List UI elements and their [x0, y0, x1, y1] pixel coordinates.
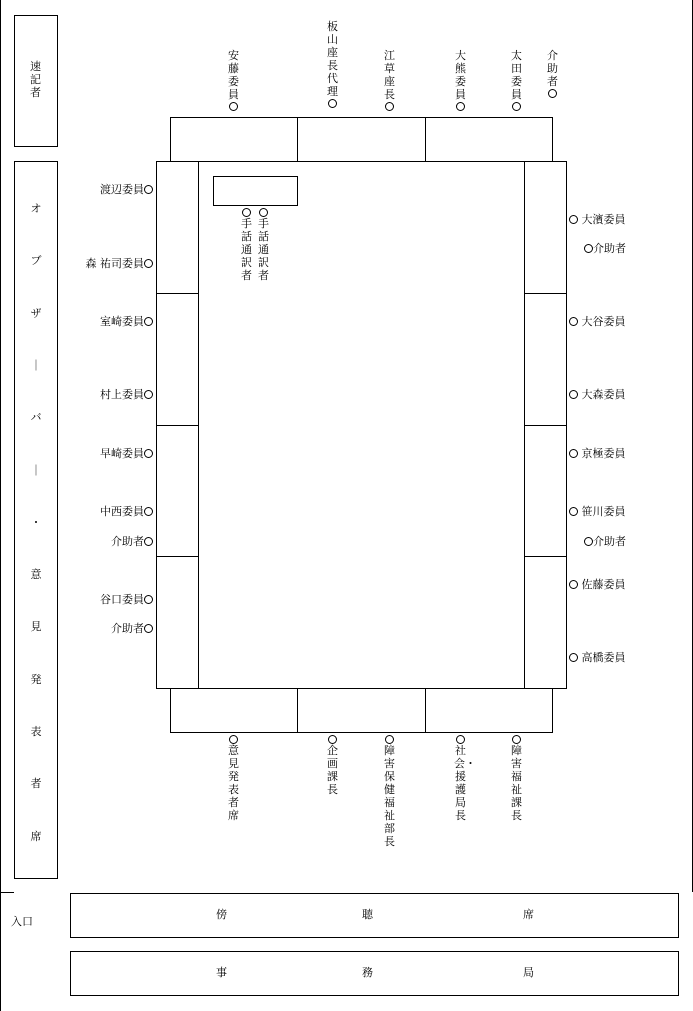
observer-char: ブ — [30, 254, 42, 268]
seat-circle-icon — [456, 735, 465, 744]
stenographer-label: 速記者 — [30, 60, 41, 99]
bottom-seat-opinion: 意見発表者席 — [227, 734, 240, 822]
seat-circle-icon — [328, 99, 337, 108]
seat-circle-icon — [242, 208, 251, 217]
seat-circle-icon — [569, 390, 578, 399]
right-seat-oohama: 大濱委員 — [569, 213, 626, 227]
seat-circle-icon — [512, 102, 521, 111]
bottom-seat-kikaku: 企画課長 — [326, 734, 339, 796]
observer-box — [14, 161, 58, 879]
seat-circle-icon — [144, 624, 153, 633]
observer-char: オ — [30, 202, 42, 215]
right-seat-kaijo-2: 介助者 — [584, 535, 626, 549]
top-seat-ookuma: 大熊委員 — [454, 49, 467, 111]
observer-char: ザ — [30, 306, 42, 320]
seat-circle-icon — [584, 244, 593, 253]
observer-char: 者 — [30, 777, 42, 791]
observer-char: 席 — [30, 829, 42, 843]
seat-circle-icon — [229, 735, 238, 744]
gallery-box — [70, 893, 679, 938]
right-seat-kyogoku: 京極委員 — [569, 447, 626, 461]
seat-circle-icon — [229, 102, 238, 111]
observer-char: 意 — [30, 568, 42, 582]
gallery-char-3: 席 — [523, 908, 534, 921]
observer-char: バ — [30, 411, 42, 425]
left-seat-hayasaki: 早崎委員 — [100, 447, 153, 461]
gallery-char-1: 傍 — [216, 908, 227, 921]
observer-char: 見 — [30, 620, 42, 634]
seat-circle-icon — [144, 317, 153, 326]
observer-char: 発 — [30, 672, 42, 686]
gallery-char-2: 聴 — [362, 908, 373, 921]
seat-circle-icon — [569, 507, 578, 516]
seat-circle-icon — [144, 259, 153, 268]
bottom-seat-shogai-fukushi: 障害福祉課長 — [510, 734, 523, 822]
left-seat-murakami: 村上委員 — [100, 388, 153, 402]
left-seat-kaijo-2: 介助者 — [111, 622, 153, 636]
bottom-seat-shakai-engo: 社会・援護局長 — [454, 734, 467, 822]
seat-circle-icon — [144, 390, 153, 399]
observer-char: 表 — [30, 725, 42, 738]
top-seat-oota: 太田委員 — [510, 49, 523, 111]
seat-circle-icon — [569, 580, 578, 589]
seat-circle-icon — [144, 185, 153, 194]
left-seat-nakanishi: 中西委員 — [100, 505, 153, 519]
seat-circle-icon — [456, 102, 465, 111]
seat-circle-icon — [569, 653, 578, 662]
interpreter-seat-1: 手話通訳者 — [240, 207, 253, 282]
right-seat-kaijo-1: 介助者 — [584, 242, 626, 256]
seat-circle-icon — [144, 595, 153, 604]
bottom-desks — [170, 688, 553, 733]
left-seat-murosaki: 室崎委員 — [100, 315, 153, 329]
seat-circle-icon — [569, 215, 578, 224]
left-seat-mori: 森 祐司委員 — [86, 257, 154, 271]
observer-label — [15, 162, 57, 878]
seat-circle-icon — [569, 449, 578, 458]
interpreter-seat-2: 手話通訳者 — [257, 207, 270, 282]
right-seat-ootani: 大谷委員 — [569, 315, 626, 329]
seat-circle-icon — [328, 735, 337, 744]
outer-left-border — [0, 0, 1, 1011]
seat-circle-icon — [259, 208, 268, 217]
top-desks — [170, 117, 553, 162]
seat-circle-icon — [548, 89, 557, 98]
top-seat-egusa: 江草座長 — [383, 49, 396, 111]
seat-circle-icon — [512, 735, 521, 744]
right-seat-takahashi: 高橋委員 — [569, 651, 626, 665]
seat-circle-icon — [144, 449, 153, 458]
secretariat-char-3: 局 — [523, 966, 534, 979]
secretariat-char-1: 事 — [216, 966, 227, 979]
observer-char: ・ — [30, 515, 42, 529]
observer-char: ｜ — [30, 463, 42, 477]
top-seat-ando: 安藤委員 — [227, 49, 240, 111]
stenographer-box — [14, 15, 58, 147]
right-seat-oomori: 大森委員 — [569, 388, 626, 402]
secretariat-box — [70, 951, 679, 996]
seat-circle-icon — [385, 102, 394, 111]
interpreter-desk — [213, 176, 298, 206]
right-seat-sato: 佐藤委員 — [569, 578, 626, 592]
observer-char: ｜ — [30, 358, 42, 372]
right-seat-sasagawa: 笹川委員 — [569, 505, 626, 519]
seat-circle-icon — [569, 317, 578, 326]
left-seat-watanabe: 渡辺委員 — [100, 183, 153, 197]
bottom-seat-shogai-hoken: 障害保健福祉部長 — [383, 734, 396, 848]
seat-circle-icon — [584, 537, 593, 546]
top-seat-itayama: 板山座長代理 — [326, 20, 339, 108]
seat-circle-icon — [144, 537, 153, 546]
seat-circle-icon — [385, 735, 394, 744]
left-seat-kaijo-1: 介助者 — [111, 535, 153, 549]
secretariat-char-2: 務 — [362, 966, 373, 979]
left-seat-taniguchi: 谷口委員 — [100, 593, 153, 607]
top-seat-kaijo: 介助者 — [546, 49, 559, 98]
entrance-label: 入口 — [11, 915, 33, 928]
seat-circle-icon — [144, 507, 153, 516]
